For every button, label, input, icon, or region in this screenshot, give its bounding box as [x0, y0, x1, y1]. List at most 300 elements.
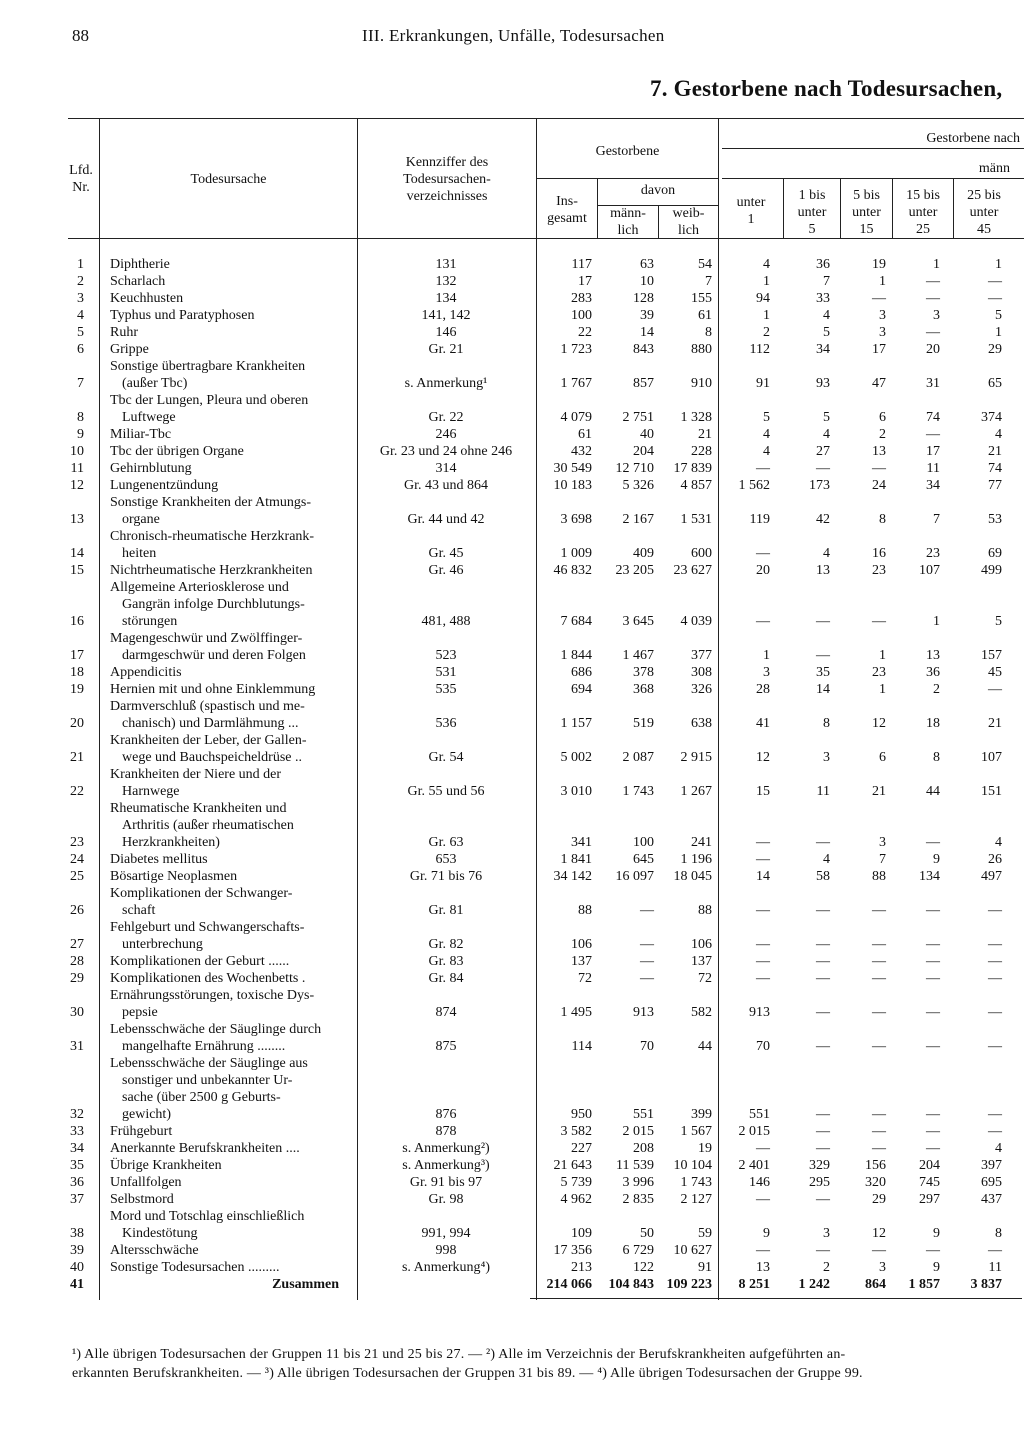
todesursache-label: wege und Bauchspeicheldrüse .. — [122, 750, 305, 765]
value-cell: 4 — [823, 427, 830, 442]
value-cell: 8 — [995, 1226, 1002, 1241]
value-cell: 18 — [926, 716, 940, 731]
value-cell: 107 — [919, 563, 940, 578]
value-cell: 63 — [640, 257, 654, 272]
todesursache-text — [110, 579, 350, 596]
value-cell: 295 — [809, 1175, 830, 1190]
lfd-nr: 34 — [70, 1141, 84, 1156]
value-cell: 104 843 — [608, 1277, 654, 1292]
value-cell: 645 — [633, 852, 654, 867]
todesursache-label: Gangrän infolge Durchblutungs- — [122, 597, 308, 612]
value-cell: 33 — [816, 291, 830, 306]
value-cell: 3 010 — [560, 784, 592, 799]
value-cell: 36 — [926, 665, 940, 680]
value-cell: 519 — [633, 716, 654, 731]
table-row — [0, 970, 1024, 987]
value-cell: 397 — [981, 1158, 1002, 1173]
todesursache-label: Keuchhusten — [110, 291, 186, 306]
value-cell: 1 567 — [680, 1124, 712, 1139]
value-cell: — — [640, 971, 654, 986]
value-cell: — — [816, 1124, 830, 1139]
value-cell: 1 267 — [680, 784, 712, 799]
value-cell: 499 — [981, 563, 1002, 578]
todesursache-text — [110, 494, 350, 511]
kennziffer: Gr. 43 und 864 — [404, 478, 488, 493]
table-row — [0, 613, 1024, 630]
todesursache-text — [110, 596, 362, 613]
value-cell: 4 962 — [560, 1192, 592, 1207]
value-cell: 4 857 — [680, 478, 712, 493]
value-cell: 2 915 — [680, 750, 712, 765]
table-row — [0, 1276, 1024, 1293]
value-cell: 2 751 — [622, 410, 654, 425]
todesursache-label: mangelhafte Ernährung ........ — [122, 1039, 288, 1054]
row-desc-line — [0, 630, 1024, 647]
todesursache-label: organe — [122, 512, 163, 527]
value-cell: 24 — [872, 478, 886, 493]
value-cell: 4 — [763, 427, 770, 442]
value-cell: 128 — [633, 291, 654, 306]
value-cell: 3 — [823, 1226, 830, 1241]
value-cell: — — [756, 937, 770, 952]
lfd-nr: 16 — [70, 614, 84, 629]
value-cell: 18 045 — [673, 869, 712, 884]
value-cell: 23 — [926, 546, 940, 561]
value-cell: — — [816, 648, 830, 663]
value-cell: 29 — [988, 342, 1002, 357]
table-row — [0, 409, 1024, 426]
value-cell: 378 — [633, 665, 654, 680]
value-cell: 12 — [872, 716, 886, 731]
value-cell: 7 — [705, 274, 712, 289]
header-gestorbene: Gestorbene — [595, 144, 660, 159]
value-cell: 3 — [879, 308, 886, 323]
value-cell: 308 — [691, 665, 712, 680]
row-desc-line — [0, 732, 1024, 749]
kennziffer: 653 — [435, 852, 457, 867]
todesursache-label: Frühgeburt — [110, 1124, 175, 1139]
value-cell: 88 — [698, 903, 712, 918]
header-age-2: 5 bis unter 15 — [852, 188, 881, 237]
value-cell: 432 — [571, 444, 592, 459]
value-cell: 122 — [633, 1260, 654, 1275]
value-cell: 3 — [823, 750, 830, 765]
value-cell: 399 — [691, 1107, 712, 1122]
value-cell: 686 — [571, 665, 592, 680]
value-cell: — — [640, 954, 654, 969]
table-row — [0, 953, 1024, 970]
value-cell: — — [756, 1243, 770, 1258]
value-cell: — — [988, 274, 1002, 289]
value-cell: 36 — [816, 257, 830, 272]
value-cell: — — [926, 903, 940, 918]
value-cell: 5 002 — [560, 750, 592, 765]
value-cell: 913 — [633, 1005, 654, 1020]
value-cell: — — [816, 1141, 830, 1156]
value-cell: 213 — [571, 1260, 592, 1275]
todesursache-text — [110, 1021, 350, 1038]
table-title: 7. Gestorbene nach Todesursachen, — [650, 76, 1003, 101]
table-row — [0, 273, 1024, 290]
lfd-nr: 9 — [77, 427, 84, 442]
value-cell: 3 645 — [622, 614, 654, 629]
value-cell: 107 — [981, 750, 1002, 765]
value-cell: 17 — [578, 274, 592, 289]
value-cell: 4 — [995, 835, 1002, 850]
todesursache-text — [110, 1089, 362, 1106]
value-cell: 329 — [809, 1158, 830, 1173]
todesursache-label: Ernährungsstörungen, toxische Dys- — [110, 988, 317, 1003]
value-cell: 9 — [933, 1226, 940, 1241]
table-row — [0, 1225, 1024, 1242]
lfd-nr: 2 — [77, 274, 84, 289]
value-cell: 1 — [995, 325, 1002, 340]
lfd-nr: 5 — [77, 325, 84, 340]
value-cell: 7 684 — [560, 614, 592, 629]
lfd-nr: 4 — [77, 308, 84, 323]
value-cell: 114 — [571, 1039, 592, 1054]
todesursache-label: Grippe — [110, 342, 152, 357]
todesursache-label: Diphtherie — [110, 257, 173, 272]
value-cell: 3 996 — [622, 1175, 654, 1190]
todesursache-text — [110, 766, 350, 783]
row-desc-line — [0, 1208, 1024, 1225]
value-cell: 100 — [571, 308, 592, 323]
value-cell: — — [872, 1243, 886, 1258]
value-cell: 1 743 — [680, 1175, 712, 1190]
value-cell: — — [872, 937, 886, 952]
value-cell: 21 — [988, 716, 1002, 731]
value-cell: 17 839 — [673, 461, 712, 476]
value-cell: 21 — [988, 444, 1002, 459]
table-row — [0, 715, 1024, 732]
value-cell: — — [926, 954, 940, 969]
todesursache-text — [110, 358, 350, 375]
table-row — [0, 1106, 1024, 1123]
value-cell: 70 — [640, 1039, 654, 1054]
lfd-nr: 39 — [70, 1243, 84, 1258]
value-cell: 3 837 — [970, 1277, 1002, 1292]
todesursache-text — [110, 732, 350, 749]
todesursache-text — [110, 1055, 350, 1072]
value-cell: 377 — [691, 648, 712, 663]
value-cell: 7 — [823, 274, 830, 289]
todesursache-label: Bösartige Neoplasmen — [110, 869, 240, 884]
table-row — [0, 443, 1024, 460]
todesursache-text — [110, 392, 350, 409]
value-cell: 11 — [816, 784, 830, 799]
gestorbene-rule — [536, 178, 718, 179]
lfd-nr: 24 — [70, 852, 84, 867]
value-cell: 8 — [823, 716, 830, 731]
value-cell: 1 — [763, 274, 770, 289]
value-cell: 23 — [872, 665, 886, 680]
lfd-nr: 19 — [70, 682, 84, 697]
kennziffer: 535 — [435, 682, 457, 697]
value-cell: — — [926, 971, 940, 986]
value-cell: 100 — [633, 835, 654, 850]
table-row — [0, 511, 1024, 528]
todesursache-label: Sonstige Todesursachen ......... — [110, 1260, 282, 1275]
table-row — [0, 290, 1024, 307]
lfd-nr: 40 — [70, 1260, 84, 1275]
value-cell: 208 — [633, 1141, 654, 1156]
value-cell: 106 — [691, 937, 712, 952]
value-cell: 10 627 — [673, 1243, 712, 1258]
value-cell: — — [756, 461, 770, 476]
value-cell: 41 — [756, 716, 770, 731]
table-row — [0, 664, 1024, 681]
todesursache-label: Komplikationen des Wochenbetts . — [110, 971, 308, 986]
value-cell: 23 627 — [673, 563, 712, 578]
value-cell: — — [872, 1141, 886, 1156]
value-cell: 1 743 — [622, 784, 654, 799]
value-cell: 3 — [879, 325, 886, 340]
row-desc-line — [0, 1089, 1024, 1106]
header-bottom-rule — [68, 238, 1024, 239]
todesursache-label: Hernien mit und ohne Einklemmung — [110, 682, 318, 697]
value-cell: 23 205 — [615, 563, 654, 578]
value-cell: — — [756, 852, 770, 867]
todesursache-label: Magengeschwür und Zwölffinger- — [110, 631, 305, 646]
todesursache-label: Lebensschwäche der Säuglinge durch — [110, 1022, 324, 1037]
row-desc-line — [0, 596, 1024, 613]
value-cell: 204 — [633, 444, 654, 459]
kennziffer: Gr. 63 — [428, 835, 464, 850]
value-cell: 1 157 — [560, 716, 592, 731]
value-cell: 157 — [981, 648, 1002, 663]
value-cell: 23 — [872, 563, 886, 578]
value-cell: 13 — [756, 1260, 770, 1275]
value-cell: 1 467 — [622, 648, 654, 663]
value-cell: — — [926, 1124, 940, 1139]
value-cell: 864 — [865, 1277, 886, 1292]
row-desc-line — [0, 800, 1024, 817]
value-cell: 1 767 — [560, 376, 592, 391]
value-cell: — — [872, 291, 886, 306]
table-row — [0, 851, 1024, 868]
kennziffer: Gr. 44 und 42 — [407, 512, 485, 527]
todesursache-label: Zusammen — [272, 1277, 342, 1292]
todesursache-label: Gehirnblutung — [110, 461, 195, 476]
kennziffer: Gr. 83 — [428, 954, 464, 969]
value-cell: — — [926, 291, 940, 306]
kennziffer: 314 — [435, 461, 457, 476]
todesursache-label: darmgeschwür und deren Folgen — [122, 648, 309, 663]
value-cell: 50 — [640, 1226, 654, 1241]
value-cell: 694 — [571, 682, 592, 697]
value-cell: 204 — [919, 1158, 940, 1173]
value-cell: — — [926, 1107, 940, 1122]
value-cell: 16 097 — [615, 869, 654, 884]
value-cell: 59 — [698, 1226, 712, 1241]
value-cell: — — [816, 461, 830, 476]
header-lfd: Lfd. Nr. — [69, 163, 93, 195]
header-age-4: 25 bis unter 45 — [967, 188, 1001, 237]
kennziffer: s. Anmerkung³) — [402, 1158, 490, 1173]
value-cell: — — [756, 1141, 770, 1156]
todesursache-label: Nichtrheumatische Herzkrankheiten — [110, 563, 316, 578]
todesursache-label: Rheumatische Krankheiten und — [110, 801, 290, 816]
footnote-line-2: erkannten Berufskrankheiten. — ³) Alle übrigen Todesursachen der Gruppen 31 bis 89. — ⁴) Alle übrigen Todesursachen der Gruppe 99. — [72, 1366, 863, 1381]
todesursache-label: Luftwege — [122, 410, 179, 425]
header-insgesamt: Ins- gesamt — [547, 194, 587, 226]
kennziffer: Gr. 23 und 24 ohne 246 — [379, 444, 513, 459]
value-cell: 134 — [919, 869, 940, 884]
todesursache-label: Darmverschluß (spastisch und me- — [110, 699, 308, 714]
kennziffer: Gr. 91 bis 97 — [409, 1175, 483, 1190]
lfd-nr: 28 — [70, 954, 84, 969]
lfd-nr: 35 — [70, 1158, 84, 1173]
value-cell: 74 — [926, 410, 940, 425]
table-row — [0, 375, 1024, 392]
value-cell: 3 — [763, 665, 770, 680]
value-cell: 497 — [981, 869, 1002, 884]
todesursache-label: Altersschwäche — [110, 1243, 202, 1258]
value-cell: 109 — [571, 1226, 592, 1241]
value-cell: — — [988, 1243, 1002, 1258]
row-desc-line — [0, 1055, 1024, 1072]
kennziffer: Gr. 84 — [428, 971, 464, 986]
value-cell: — — [872, 1107, 886, 1122]
value-cell: 283 — [571, 291, 592, 306]
value-cell: 106 — [571, 937, 592, 952]
section-title: III. Erkrankungen, Unfälle, Todesursachen — [362, 26, 665, 45]
value-cell: — — [816, 1107, 830, 1122]
value-cell: 4 — [763, 257, 770, 272]
lfd-nr: 15 — [70, 563, 84, 578]
lfd-nr: 32 — [70, 1107, 84, 1122]
value-cell: 2 087 — [622, 750, 654, 765]
table-row — [0, 1140, 1024, 1157]
todesursache-label: Scharlach — [110, 274, 168, 289]
table-row — [0, 1242, 1024, 1259]
todesursache-label: Lungenentzündung — [110, 478, 221, 493]
table-row — [0, 545, 1024, 562]
todesursache-label: Selbstmord — [110, 1192, 177, 1207]
lfd-nr: 29 — [70, 971, 84, 986]
value-cell: 46 832 — [553, 563, 592, 578]
lfd-nr: 22 — [70, 784, 84, 799]
kennziffer: 134 — [435, 291, 457, 306]
value-cell: — — [926, 1141, 940, 1156]
value-cell: 214 066 — [546, 1277, 592, 1292]
value-cell: 14 — [816, 682, 830, 697]
value-cell: 10 — [640, 274, 654, 289]
value-cell: 45 — [988, 665, 1002, 680]
todesursache-label: Kindestötung — [122, 1226, 200, 1241]
value-cell: 857 — [633, 376, 654, 391]
value-cell: 4 — [995, 1141, 1002, 1156]
lfd-nr: 33 — [70, 1124, 84, 1139]
todesursache-label: Harnwege — [122, 784, 183, 799]
todesursache-text — [110, 817, 362, 834]
lfd-nr: 21 — [70, 750, 84, 765]
value-cell: 4 — [823, 308, 830, 323]
value-cell: — — [756, 954, 770, 969]
value-cell: 600 — [691, 546, 712, 561]
todesursache-label: Allgemeine Arteriosklerose und — [110, 580, 292, 595]
table-row — [0, 1191, 1024, 1208]
kennziffer: s. Anmerkung¹ — [404, 376, 488, 391]
value-cell: — — [816, 1192, 830, 1207]
table-row — [0, 681, 1024, 698]
todesursache-label: Komplikationen der Schwanger- — [110, 886, 295, 901]
value-cell: — — [926, 1039, 940, 1054]
todesursache-label: Lebensschwäche der Säuglinge aus — [110, 1056, 311, 1071]
kennziffer: Gr. 46 — [428, 563, 464, 578]
todesursache-label: (außer Tbc) — [122, 376, 190, 391]
value-cell: — — [926, 427, 940, 442]
value-cell: 77 — [988, 478, 1002, 493]
value-cell: — — [988, 1124, 1002, 1139]
value-cell: 11 539 — [616, 1158, 654, 1173]
lfd-nr: 25 — [70, 869, 84, 884]
lfd-nr: 11 — [70, 461, 84, 476]
value-cell: — — [988, 937, 1002, 952]
value-cell: 1 328 — [680, 410, 712, 425]
table-row — [0, 307, 1024, 324]
value-cell: — — [816, 971, 830, 986]
value-cell: 2 127 — [680, 1192, 712, 1207]
todesursache-text — [110, 630, 350, 647]
lfd-nr: 38 — [70, 1226, 84, 1241]
lfd-nr: 10 — [70, 444, 84, 459]
value-cell: 1 — [995, 257, 1002, 272]
lfd-nr: 23 — [70, 835, 84, 850]
value-cell: 34 — [926, 478, 940, 493]
todesursache-text — [110, 919, 350, 936]
todesursache-label: Tbc der übrigen Organe — [110, 444, 247, 459]
header-weiblich: weib- lich — [672, 206, 705, 238]
row-desc-line — [0, 817, 1024, 834]
value-cell: 1 — [879, 274, 886, 289]
todesursache-label: Tbc der Lungen, Pleura und oberen — [110, 393, 311, 408]
todesursache-text — [110, 1208, 350, 1225]
value-cell: 40 — [640, 427, 654, 442]
header-davon: davon — [640, 183, 676, 198]
value-cell: 582 — [691, 1005, 712, 1020]
value-cell: 4 — [823, 546, 830, 561]
value-cell: — — [640, 903, 654, 918]
value-cell: 119 — [749, 512, 770, 527]
kennziffer: 481, 488 — [421, 614, 471, 629]
value-cell: 8 — [705, 325, 712, 340]
value-cell: 638 — [691, 716, 712, 731]
lfd-nr: 26 — [70, 903, 84, 918]
value-cell: 374 — [981, 410, 1002, 425]
value-cell: 695 — [981, 1175, 1002, 1190]
value-cell: 1 009 — [560, 546, 592, 561]
value-cell: — — [872, 954, 886, 969]
kennziffer: Gr. 55 und 56 — [407, 784, 485, 799]
value-cell: 2 401 — [738, 1158, 770, 1173]
value-cell: — — [988, 1107, 1002, 1122]
value-cell: 241 — [691, 835, 712, 850]
value-cell: — — [756, 971, 770, 986]
todesursache-label: Komplikationen der Geburt ...... — [110, 954, 292, 969]
table-row — [0, 1259, 1024, 1276]
value-cell: 1 — [763, 648, 770, 663]
value-cell: 61 — [698, 308, 712, 323]
value-cell: 12 — [872, 1226, 886, 1241]
value-cell: 70 — [756, 1039, 770, 1054]
value-cell: — — [756, 546, 770, 561]
row-desc-line — [0, 698, 1024, 715]
value-cell: 35 — [816, 665, 830, 680]
todesursache-text — [110, 987, 350, 1004]
kennziffer: Gr. 22 — [428, 410, 464, 425]
